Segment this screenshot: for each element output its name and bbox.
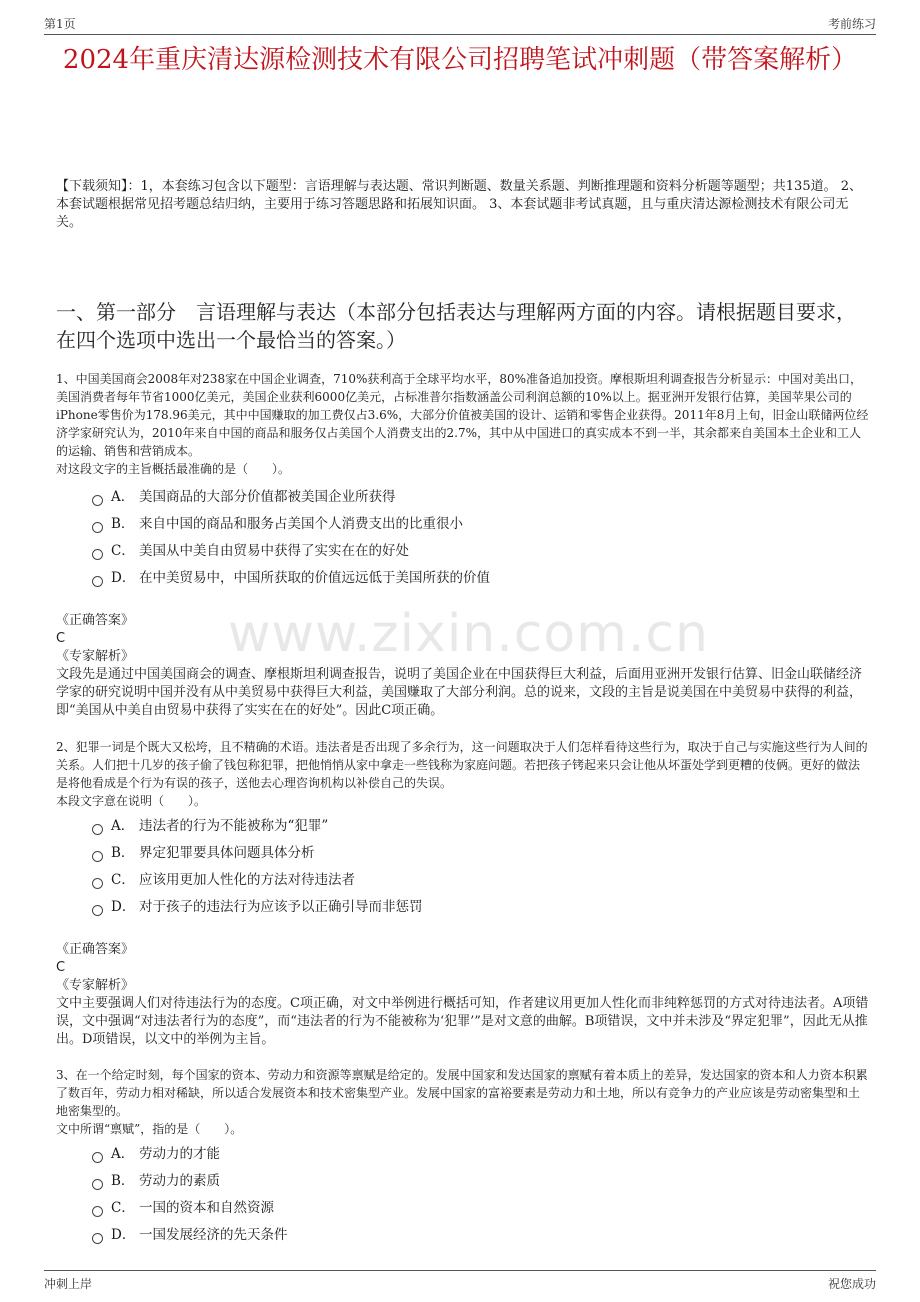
page-header: [44, 12, 876, 35]
radio-icon[interactable]: [92, 1152, 103, 1163]
radio-icon[interactable]: [92, 549, 103, 560]
option-c[interactable]: C． 一国的资本和自然资源: [92, 1195, 870, 1222]
question-stem: 2、犯罪一词是个既大又松垮，且不精确的术语。违法者是否出现了多余行为，这一问题取决于人们怎样看待这些行为，取决于自己与实施这些行为人间的关系。人们把十几岁的孩子偷了钱包称犯罪，把他悄悄从家中拿走一些钱称为家庭问题。若把孩子铐起来只会让他从坏蛋处学到更糟的伎俩。更好的做法是将他看成是个行为有误的孩子，送他去心理咨询机构以补偿自己的失误。: [56, 740, 868, 790]
option-d[interactable]: D． 一国发展经济的先天条件: [92, 1222, 870, 1249]
option-d[interactable]: D． 对于孩子的违法行为应该予以正确引导而非惩罚: [92, 894, 870, 921]
page-footer: [44, 1270, 876, 1297]
option-c[interactable]: C． 美国从中美自由贸易中获得了实实在在的好处: [92, 538, 870, 565]
analysis-label: 《专家解析》: [56, 649, 135, 664]
question-2-answer: [56, 941, 870, 1049]
footer-right: 祝您成功: [827, 1277, 876, 1291]
document-title: 2024年重庆清达源检测技术有限公司招聘笔试冲刺题（带答案解析）: [62, 45, 858, 75]
answer-value: C: [56, 960, 66, 975]
download-notice: 【下载须知】：1，本套练习包含以下题型：言语理解与表达题、常识判断题、数量关系题、判断推理题和资料分析题等题型；共135道。 2、本套试题根据常见招考题总结归纳，主要用于练习答题思路和拓展知识面。 3、本套试题非考试真题，且与重庆清达源检测技术有限公司无关。: [56, 179, 862, 230]
question-1-options: [92, 484, 870, 592]
radio-icon[interactable]: [92, 576, 103, 587]
answer-label: 《正确答案》: [56, 942, 135, 957]
radio-icon[interactable]: [92, 522, 103, 533]
footer-left: 冲刺上岸: [44, 1277, 93, 1291]
question-prompt: 对这段文字的主旨概括最准确的是（ ）。: [56, 462, 291, 476]
radio-icon[interactable]: [92, 905, 103, 916]
question-2: [56, 738, 870, 810]
header-label: 考前练习: [827, 17, 876, 31]
analysis-text: 文中主要强调人们对待违法行为的态度。C项正确，对文中举例进行概括可知，作者建议用更加人性化而非纯粹惩罚的方式对待违法者。A项错误，文中强调“对违法者行为的态度”，而“违法者的行为不能被称为‘犯罪’”是对文意的曲解。B项错误，文中并未涉及“界定犯罪”，因此无从推出。D项错误，以文中的举例为主旨。: [56, 996, 869, 1047]
option-a[interactable]: A． 美国商品的大部分价值都被美国企业所获得: [92, 484, 870, 511]
radio-icon[interactable]: [92, 495, 103, 506]
radio-icon[interactable]: [92, 824, 103, 835]
radio-icon[interactable]: [92, 1206, 103, 1217]
option-b[interactable]: B． 来自中国的商品和服务占美国个人消费支出的比重很小: [92, 511, 870, 538]
question-stem: 3、在一个给定时刻，每个国家的资本、劳动力和资源等禀赋是给定的。发展中国家和发达国家的禀赋有着本质上的差异，发达国家的资本和人力资本积累了数百年，劳动力相对稀缺，所以适合发展资本和技术密集型产业。发展中国家的富裕要素是劳动力和土地，所以有竞争力的产业应该是劳动密集型和土地密集型的。: [56, 1068, 868, 1118]
analysis-text: 文段先是通过中国美国商会的调查、摩根斯坦利调查报告，说明了美国企业在中国获得巨大利益，后面用亚洲开发银行估算、旧金山联储经济学家的研究说明中国并没有从中美贸易中获得巨大利益，美国赚取了大部分利润。总的说来，文段的主旨是说美国在中美贸易中获得的利益，即“美国从中美自由贸易中获得了实实在在的好处”。因此C项正确。: [56, 667, 863, 718]
question-stem: 1、中国美国商会2008年对238家在中国企业调查，710%获利高于全球平均水平，80%准备追加投资。摩根斯坦利调查报告分析显示：中国对美出口，美国消费者每年节省1000亿美元，美国企业获利6000亿美元，占标准普尔指数涵盖公司利润总额的10%以上。据亚洲开发银行估算，美国苹果公司的iPhone零售价为178.96美元，其中中国赚取的加工费仅占3.6%，大部分价值被美国的设计、运销和零售企业获得。2011年8月上旬，旧金山联储两位经济学家研究认为，2010年来自中国的商品和服务仅占美国个人消费支出的2.7%，其中从中国进口的真实成本不到一半，其余都来自美国本土企业和工人的运输、销售和营销成本。: [56, 372, 869, 458]
question-1-answer: [56, 612, 870, 720]
radio-icon[interactable]: [92, 878, 103, 889]
option-a[interactable]: A． 违法者的行为不能被称为“犯罪”: [92, 813, 870, 840]
question-prompt: 本段文字意在说明（ ）。: [56, 794, 207, 808]
analysis-label: 《专家解析》: [56, 978, 135, 993]
answer-label: 《正确答案》: [56, 613, 135, 628]
question-2-options: [92, 813, 870, 921]
option-a[interactable]: A． 劳动力的才能: [92, 1141, 870, 1168]
radio-icon[interactable]: [92, 1233, 103, 1244]
radio-icon[interactable]: [92, 851, 103, 862]
question-3: [56, 1066, 870, 1138]
page-number: 第1页: [44, 17, 76, 31]
option-d[interactable]: D． 在中美贸易中，中国所获取的价值远远低于美国所获的价值: [92, 565, 870, 592]
section-heading: 一、第一部分 言语理解与表达（本部分包括表达与理解两方面的内容。请根据题目要求，在四个选项中选出一个最恰当的答案。）: [56, 300, 856, 352]
watermark: www.zixin.com.cn: [228, 604, 709, 664]
radio-icon[interactable]: [92, 1179, 103, 1190]
question-prompt: 文中所谓“禀赋”，指的是（ ）。: [56, 1122, 243, 1136]
question-3-options: [92, 1141, 870, 1249]
option-b[interactable]: B． 劳动力的素质: [92, 1168, 870, 1195]
option-c[interactable]: C． 应该用更加人性化的方法对待违法者: [92, 867, 870, 894]
question-1: [56, 370, 870, 478]
option-b[interactable]: B． 界定犯罪要具体问题具体分析: [92, 840, 870, 867]
answer-value: C: [56, 631, 66, 646]
